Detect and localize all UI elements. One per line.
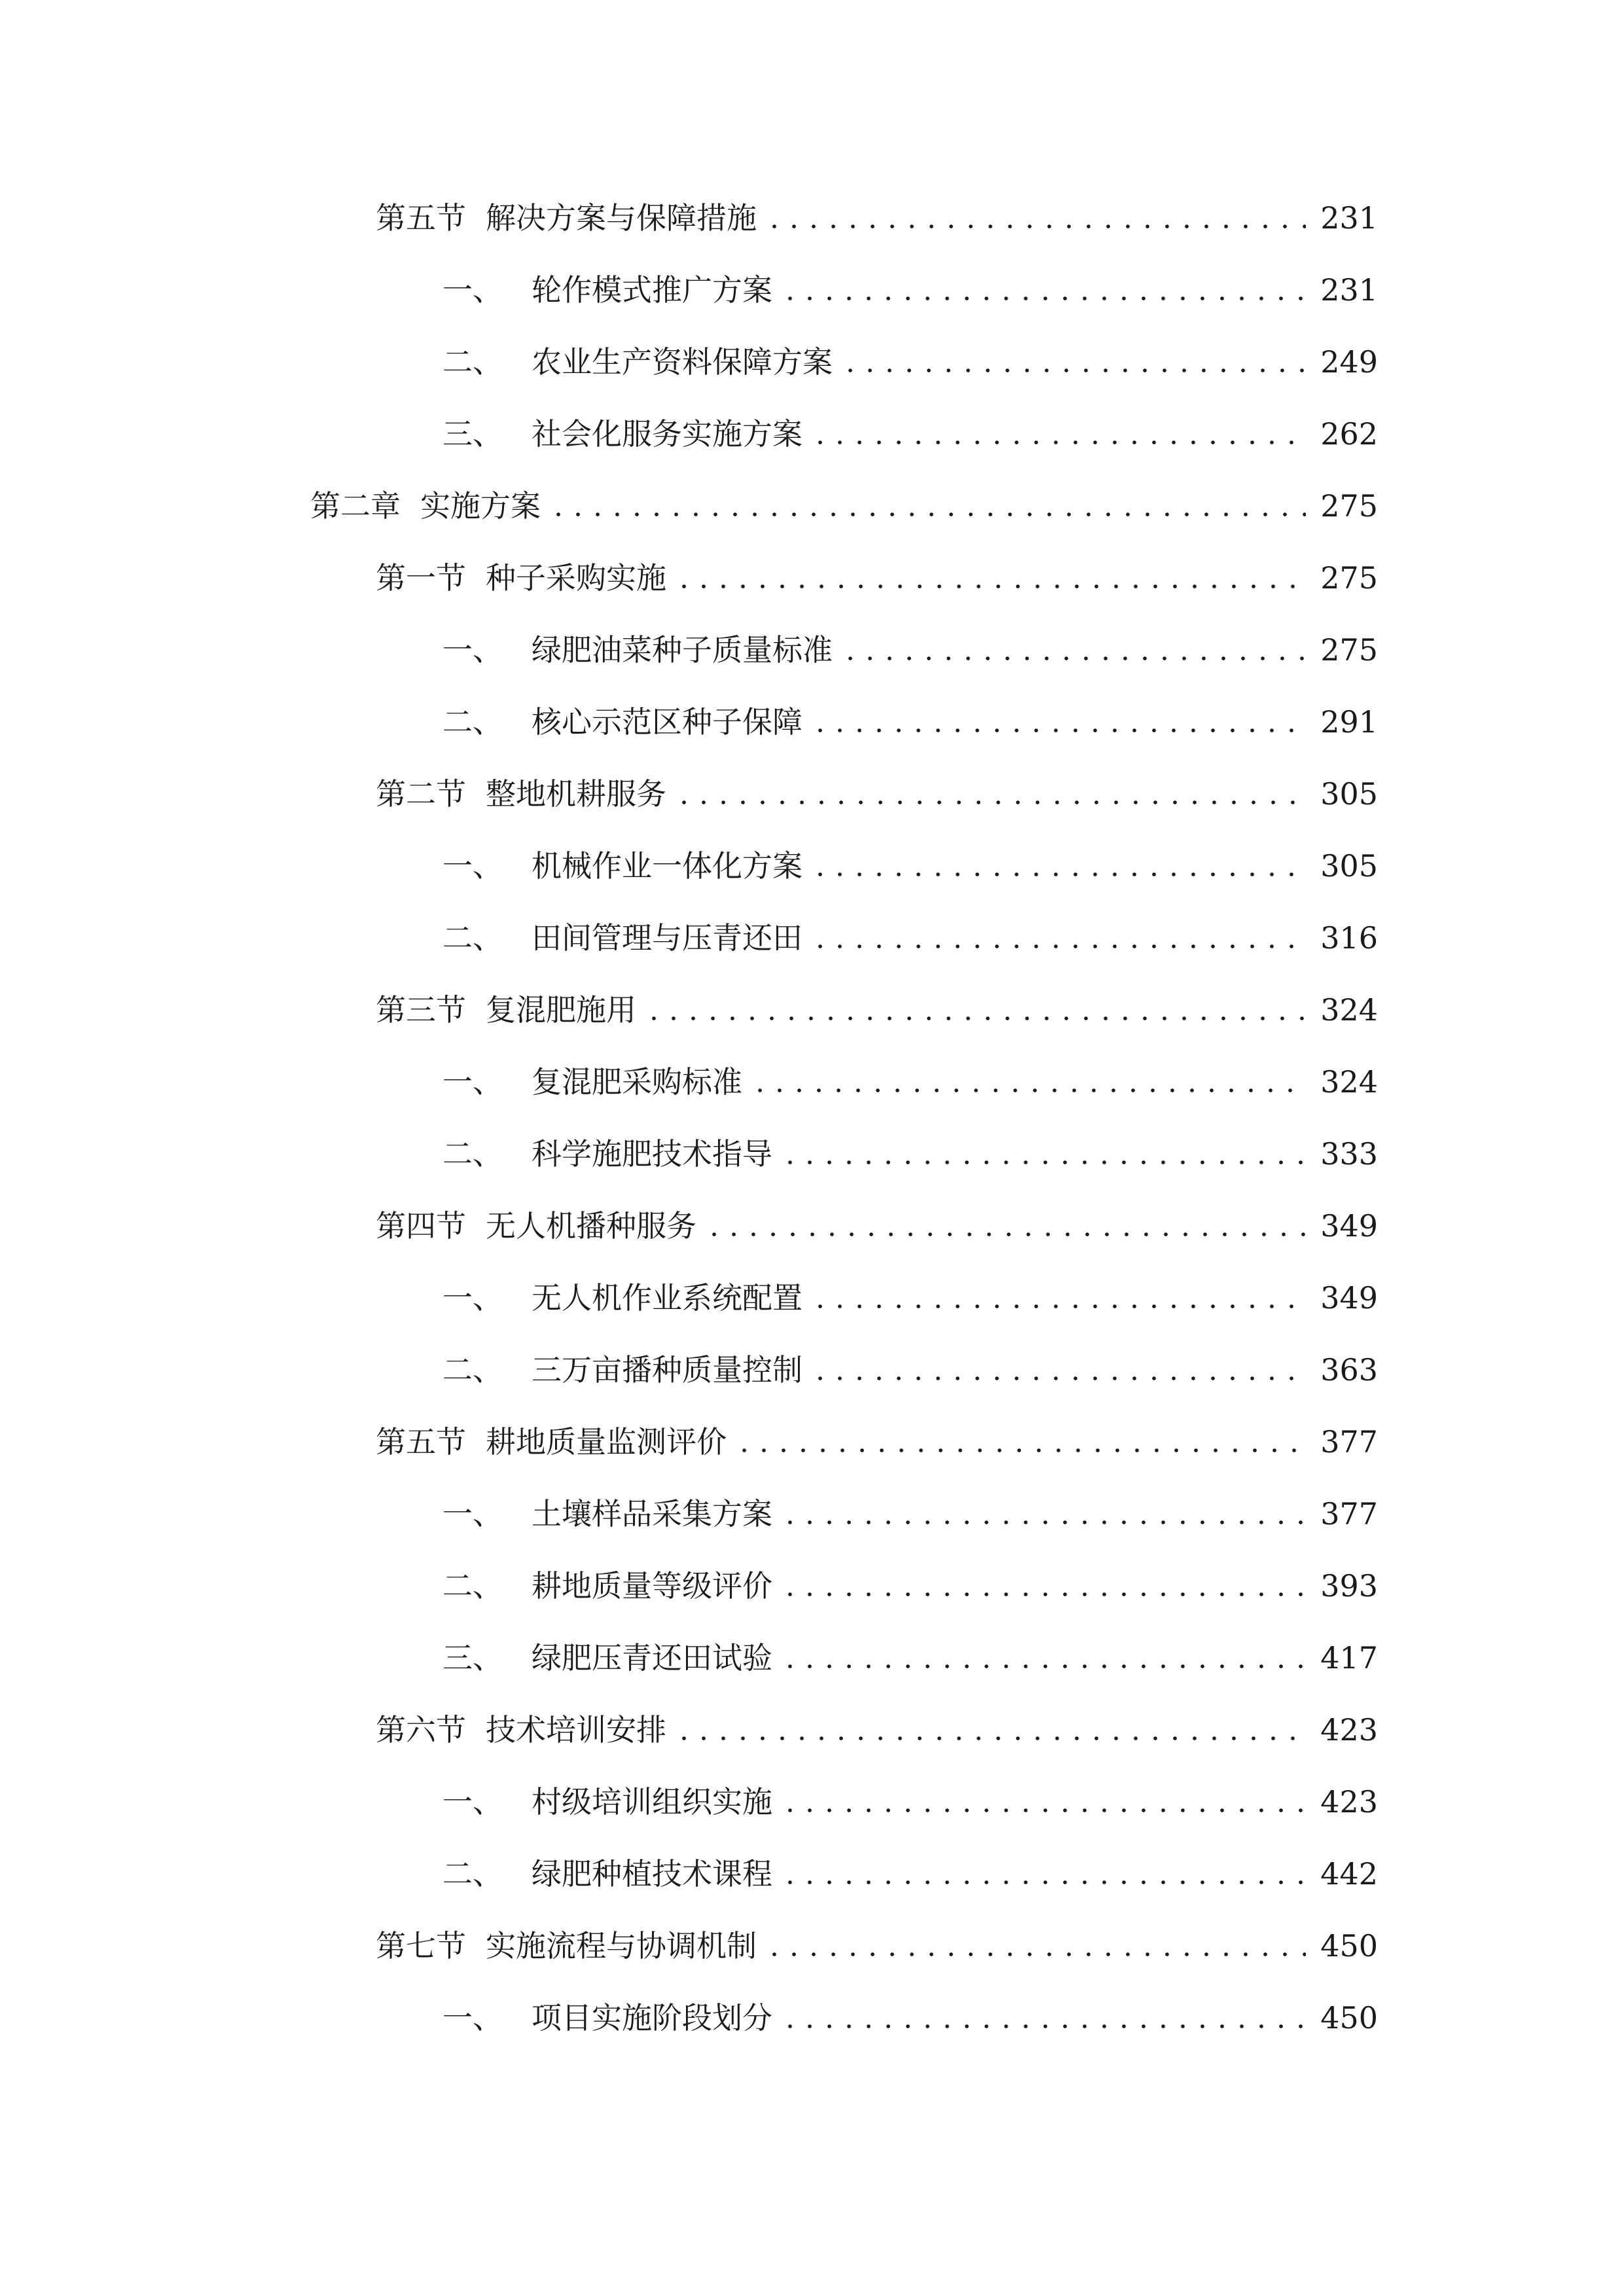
toc-entry-prefix: 第一节 — [376, 560, 466, 596]
toc-entry-page-number: 275 — [1320, 560, 1378, 596]
toc-entry-prefix: 第六节 — [376, 1712, 466, 1748]
toc-entry-title: 技术培训安排 — [486, 1712, 666, 1748]
toc-entry-title: 土壤样品采集方案 — [532, 1496, 772, 1532]
toc-dot-leader — [840, 654, 1306, 663]
toc-dot-leader — [644, 1014, 1306, 1023]
toc-dot-leader — [765, 222, 1306, 231]
toc-entry-prefix: 二、 — [442, 1136, 503, 1172]
toc-entry-section[interactable] — [376, 552, 1378, 604]
toc-entry-page-number: 324 — [1320, 992, 1378, 1028]
toc-entry-item[interactable] — [442, 1344, 1378, 1396]
toc-entry-page-number: 393 — [1320, 1568, 1378, 1604]
toc-entry-page-number: 333 — [1320, 1136, 1378, 1172]
toc-dot-leader — [810, 870, 1306, 879]
toc-entry-title: 三万亩播种质量控制 — [532, 1352, 803, 1388]
toc-entry-title: 村级培训组织实施 — [532, 1784, 772, 1820]
toc-entry-title: 实施流程与协调机制 — [486, 1928, 757, 1964]
toc-dot-leader — [780, 1806, 1306, 1815]
toc-entry-item[interactable] — [442, 1992, 1378, 2044]
toc-entry-prefix: 第四节 — [376, 1208, 466, 1244]
toc-dot-leader — [840, 366, 1306, 375]
toc-entry-title: 复混肥施用 — [486, 992, 636, 1028]
toc-entry-prefix: 二、 — [442, 920, 503, 956]
toc-entry-item[interactable] — [442, 696, 1378, 748]
toc-entry-prefix: 三、 — [442, 416, 503, 452]
toc-dot-leader — [765, 1950, 1306, 1959]
toc-entry-prefix: 一、 — [442, 632, 503, 668]
toc-dot-leader — [810, 1302, 1306, 1311]
toc-entry-item[interactable] — [442, 1776, 1378, 1828]
toc-entry-page-number: 316 — [1320, 920, 1378, 956]
toc-entry-title: 机械作业一体化方案 — [532, 848, 803, 884]
toc-entry-page-number: 417 — [1320, 1640, 1378, 1676]
toc-entry-title: 实施方案 — [420, 488, 541, 524]
toc-entry-item[interactable] — [442, 1056, 1378, 1108]
toc-dot-leader — [810, 942, 1306, 951]
toc-entry-prefix: 第三节 — [376, 992, 466, 1028]
toc-entry-title: 种子采购实施 — [486, 560, 666, 596]
toc-entry-prefix: 第二节 — [376, 776, 466, 812]
toc-entry-page-number: 231 — [1320, 272, 1378, 308]
toc-dot-leader — [549, 510, 1306, 519]
toc-dot-leader — [780, 1662, 1306, 1671]
toc-entry-prefix: 一、 — [442, 272, 503, 308]
toc-entry-page-number: 349 — [1320, 1208, 1378, 1244]
toc-entry-prefix: 二、 — [442, 1352, 503, 1388]
toc-entry-chapter[interactable] — [310, 480, 1378, 532]
toc-entry-item[interactable] — [442, 336, 1378, 388]
toc-entry-page-number: 231 — [1320, 200, 1378, 236]
toc-entry-page-number: 377 — [1320, 1496, 1378, 1532]
toc-dot-leader — [810, 438, 1306, 447]
toc-entry-prefix: 一、 — [442, 1784, 503, 1820]
toc-entry-title: 整地机耕服务 — [486, 776, 666, 812]
toc-dot-leader — [780, 1878, 1306, 1887]
toc-entry-title: 无人机作业系统配置 — [532, 1280, 803, 1316]
toc-entry-prefix: 一、 — [442, 1064, 503, 1100]
toc-entry-title: 解决方案与保障措施 — [486, 200, 757, 236]
toc-dot-leader — [674, 798, 1306, 807]
toc-entry-title: 复混肥采购标准 — [532, 1064, 742, 1100]
toc-dot-leader — [780, 2022, 1306, 2031]
toc-entry-page-number: 262 — [1320, 416, 1378, 452]
toc-entry-item[interactable] — [442, 840, 1378, 892]
toc-entry-prefix: 二、 — [442, 1568, 503, 1604]
toc-entry-page-number: 324 — [1320, 1064, 1378, 1100]
toc-entry-prefix: 一、 — [442, 848, 503, 884]
toc-entry-title: 社会化服务实施方案 — [532, 416, 803, 452]
toc-dot-leader — [734, 1446, 1306, 1455]
toc-entry-page-number: 349 — [1320, 1280, 1378, 1316]
toc-entry-title: 轮作模式推广方案 — [532, 272, 772, 308]
toc-dot-leader — [810, 726, 1306, 735]
toc-entry-title: 绿肥种植技术课程 — [532, 1856, 772, 1892]
toc-entry-item[interactable] — [442, 408, 1378, 460]
toc-entry-page-number: 249 — [1320, 344, 1378, 380]
toc-entry-title: 项目实施阶段划分 — [532, 2000, 772, 2036]
toc-entry-title: 田间管理与压青还田 — [532, 920, 803, 956]
toc-entry-item[interactable] — [442, 1632, 1378, 1684]
toc-entry-title: 绿肥压青还田试验 — [532, 1640, 772, 1676]
toc-entry-page-number: 377 — [1320, 1424, 1378, 1460]
toc-entry-prefix: 二、 — [442, 1856, 503, 1892]
toc-entry-item[interactable] — [442, 912, 1378, 964]
toc-dot-leader — [780, 294, 1306, 303]
toc-dot-leader — [780, 1590, 1306, 1599]
toc-entry-section[interactable] — [376, 1416, 1378, 1468]
toc-entry-title: 耕地质量监测评价 — [486, 1424, 727, 1460]
toc-entry-prefix: 二、 — [442, 704, 503, 740]
toc-entry-title: 耕地质量等级评价 — [532, 1568, 772, 1604]
toc-dot-leader — [810, 1374, 1306, 1383]
toc-dot-leader — [674, 582, 1306, 591]
toc-dot-leader — [780, 1518, 1306, 1527]
toc-entry-section[interactable] — [376, 1200, 1378, 1252]
toc-entry-page-number: 423 — [1320, 1712, 1378, 1748]
toc-entry-item[interactable] — [442, 264, 1378, 316]
toc-entry-page-number: 275 — [1320, 632, 1378, 668]
toc-entry-title: 核心示范区种子保障 — [532, 704, 803, 740]
toc-entry-item[interactable] — [442, 1560, 1378, 1612]
toc-entry-title: 农业生产资料保障方案 — [532, 344, 833, 380]
toc-entry-page-number: 450 — [1320, 2000, 1378, 2036]
toc-entry-title: 无人机播种服务 — [486, 1208, 696, 1244]
toc-entry-page-number: 275 — [1320, 488, 1378, 524]
toc-entry-section[interactable] — [376, 1704, 1378, 1756]
toc-entry-page-number: 450 — [1320, 1928, 1378, 1964]
toc-dot-leader — [674, 1734, 1306, 1743]
toc-entry-item[interactable] — [442, 624, 1378, 676]
toc-entry-section[interactable] — [376, 192, 1378, 244]
toc-entry-item[interactable] — [442, 1488, 1378, 1540]
toc-entry-item[interactable] — [442, 1848, 1378, 1900]
toc-entry-section[interactable] — [376, 984, 1378, 1036]
toc-dot-leader — [750, 1086, 1306, 1095]
toc-entry-page-number: 305 — [1320, 776, 1378, 812]
toc-entry-page-number: 291 — [1320, 704, 1378, 740]
toc-entry-page-number: 363 — [1320, 1352, 1378, 1388]
toc-entry-prefix: 一、 — [442, 1280, 503, 1316]
toc-entry-item[interactable] — [442, 1272, 1378, 1324]
toc-entry-item[interactable] — [442, 1128, 1378, 1180]
toc-entry-prefix: 第二章 — [310, 488, 401, 524]
toc-entry-page-number: 305 — [1320, 848, 1378, 884]
toc-entry-page-number: 423 — [1320, 1784, 1378, 1820]
toc-dot-leader — [704, 1230, 1306, 1239]
toc-entry-prefix: 二、 — [442, 344, 503, 380]
toc-entry-prefix: 第七节 — [376, 1928, 466, 1964]
toc-entry-prefix: 第五节 — [376, 200, 466, 236]
toc-entry-title: 科学施肥技术指导 — [532, 1136, 772, 1172]
toc-entry-prefix: 一、 — [442, 2000, 503, 2036]
toc-entry-prefix: 第五节 — [376, 1424, 466, 1460]
toc-entry-page-number: 442 — [1320, 1856, 1378, 1892]
toc-entry-section[interactable] — [376, 1920, 1378, 1972]
toc-entry-prefix: 三、 — [442, 1640, 503, 1676]
toc-entry-section[interactable] — [376, 768, 1378, 820]
toc-entry-title: 绿肥油菜种子质量标准 — [532, 632, 833, 668]
toc-entry-prefix: 一、 — [442, 1496, 503, 1532]
toc-dot-leader — [780, 1158, 1306, 1167]
